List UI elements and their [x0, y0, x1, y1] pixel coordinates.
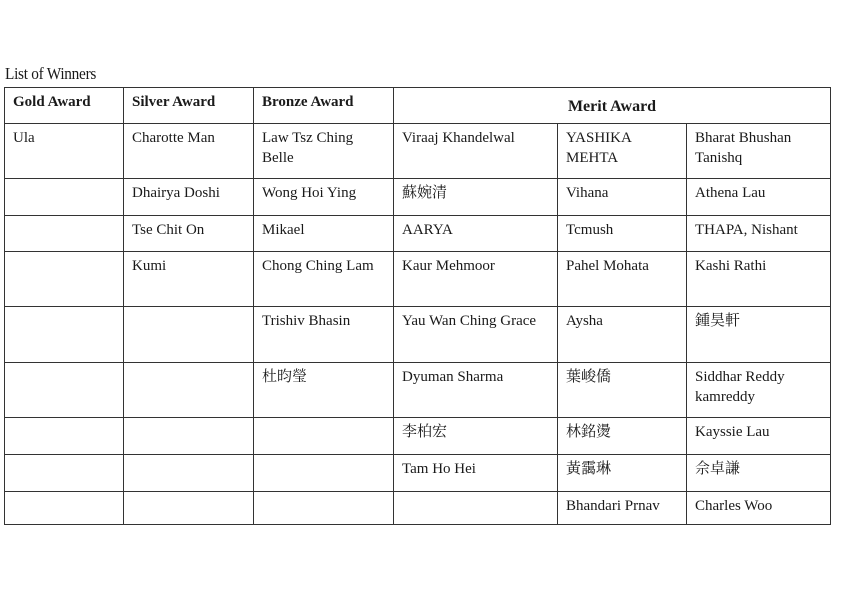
cell-merit-3	[687, 124, 831, 179]
silver-award-header: Silver Award	[124, 88, 254, 124]
cell-merit-2	[558, 363, 687, 418]
cell-merit-1	[394, 179, 558, 216]
cell-merit-3	[687, 179, 831, 216]
winner-name: Dhairya Doshi	[132, 185, 220, 201]
winner-name: Kaur Mehmoor	[402, 258, 495, 274]
winner-name: YASHIKA MEHTA	[566, 130, 632, 166]
winner-name: 李柏宏	[402, 424, 448, 440]
cell-merit-2	[558, 455, 687, 492]
page-title: List of Winners	[5, 64, 97, 83]
cell-gold	[5, 124, 124, 179]
winner-name: Athena Lau	[695, 185, 766, 201]
header-row	[5, 88, 831, 124]
winner-name: 葉峻僑	[566, 369, 612, 385]
cell-silver	[124, 252, 254, 307]
winner-name: Bharat Bhushan Tanishq	[695, 130, 792, 166]
cell-silver	[124, 455, 254, 492]
winner-name: 林銘燙	[566, 424, 612, 440]
cell-bronze	[254, 418, 394, 455]
cell-gold	[5, 418, 124, 455]
cell-gold	[5, 216, 124, 252]
table-row	[5, 252, 831, 307]
cell-merit-3	[687, 455, 831, 492]
winners-table	[4, 87, 831, 525]
cell-merit-2	[558, 179, 687, 216]
cell-silver	[124, 418, 254, 455]
cell-merit-3	[687, 363, 831, 418]
bronze-award-header: Bronze Award	[254, 88, 394, 124]
table-row	[5, 216, 831, 252]
cell-bronze	[254, 124, 394, 179]
cell-silver	[124, 216, 254, 252]
winner-name: Viraaj Khandelwal	[402, 130, 515, 146]
cell-merit-1	[394, 307, 558, 363]
winner-name: Ula	[13, 130, 35, 146]
cell-merit-3	[687, 216, 831, 252]
cell-merit-1	[394, 124, 558, 179]
cell-merit-2	[558, 124, 687, 179]
winner-name: Yau Wan Ching Grace	[402, 313, 537, 329]
cell-bronze	[254, 455, 394, 492]
cell-silver	[124, 124, 254, 179]
winner-name: 鍾昊軒	[695, 313, 741, 329]
winner-name: Kumi	[132, 258, 167, 274]
winner-name: Chong Ching Lam	[262, 258, 374, 274]
winner-name: Mikael	[262, 222, 305, 238]
winner-name: 佘卓謙	[695, 461, 741, 477]
table-row	[5, 455, 831, 492]
cell-bronze	[254, 179, 394, 216]
cell-gold	[5, 492, 124, 525]
cell-merit-3	[687, 492, 831, 525]
cell-merit-2	[558, 307, 687, 363]
winner-name: Kayssie Lau	[695, 424, 770, 440]
winner-name: Tse Chit On	[132, 222, 205, 238]
cell-merit-3	[687, 252, 831, 307]
winner-name: Tam Ho Hei	[402, 461, 476, 477]
winner-name: Law Tsz Ching Belle	[262, 130, 354, 166]
cell-merit-1	[394, 363, 558, 418]
winner-name: THAPA, Nishant	[695, 222, 798, 238]
cell-gold	[5, 455, 124, 492]
winner-name: Kashi Rathi	[695, 258, 767, 274]
cell-merit-2	[558, 418, 687, 455]
winner-name: Aysha	[566, 313, 603, 329]
cell-merit-1	[394, 492, 558, 525]
winner-name: AARYA	[402, 222, 453, 238]
cell-bronze	[254, 216, 394, 252]
cell-silver	[124, 492, 254, 525]
cell-silver	[124, 363, 254, 418]
table-row	[5, 418, 831, 455]
winner-name: Trishiv Bhasin	[262, 313, 351, 329]
gold-award-header: Gold Award	[5, 88, 124, 124]
winner-name: Pahel Mohata	[566, 258, 649, 274]
cell-merit-3	[687, 418, 831, 455]
cell-merit-1	[394, 455, 558, 492]
cell-gold	[5, 363, 124, 418]
merit-award-header: Merit Award	[394, 88, 831, 124]
cell-merit-2	[558, 252, 687, 307]
cell-bronze	[254, 492, 394, 525]
cell-merit-1	[394, 418, 558, 455]
table-row	[5, 492, 831, 525]
winner-name: Wong Hoi Ying	[262, 185, 357, 201]
winner-name: Charotte Man	[132, 130, 215, 146]
winner-name: Charles Woo	[695, 498, 773, 514]
winner-name: 杜昀瑩	[262, 369, 308, 385]
winner-name: Bhandari Prnav	[566, 498, 660, 514]
cell-gold	[5, 252, 124, 307]
cell-merit-1	[394, 252, 558, 307]
cell-merit-2	[558, 492, 687, 525]
cell-silver	[124, 179, 254, 216]
winner-name: Siddhar Reddy kamreddy	[695, 369, 785, 405]
winner-name: Vihana	[566, 185, 609, 201]
winner-name: Tcmush	[566, 222, 614, 238]
cell-bronze	[254, 307, 394, 363]
table-row	[5, 124, 831, 179]
cell-silver	[124, 307, 254, 363]
winners-body	[5, 124, 831, 525]
cell-merit-2	[558, 216, 687, 252]
cell-gold	[5, 179, 124, 216]
table-row	[5, 307, 831, 363]
cell-bronze	[254, 252, 394, 307]
winner-name: 黃靄琳	[566, 461, 612, 477]
winner-name: 蘇婉清	[402, 185, 448, 201]
cell-merit-3	[687, 307, 831, 363]
table-row	[5, 363, 831, 418]
table-row	[5, 179, 831, 216]
cell-bronze	[254, 363, 394, 418]
cell-gold	[5, 307, 124, 363]
winner-name: Dyuman Sharma	[402, 369, 504, 385]
cell-merit-1	[394, 216, 558, 252]
